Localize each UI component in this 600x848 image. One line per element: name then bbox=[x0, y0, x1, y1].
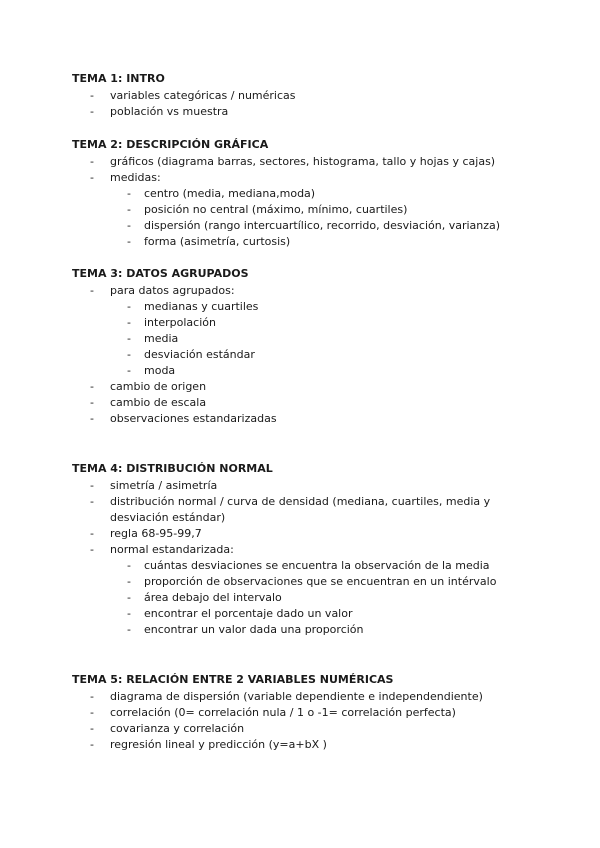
bullet-dash: - bbox=[90, 527, 94, 540]
sub-item-text: desviación estándar bbox=[144, 348, 255, 361]
sub-item-text: posición no central (máximo, mínimo, cuartiles) bbox=[144, 203, 408, 216]
section-tema-1 bbox=[72, 70, 542, 120]
sub-item-text: medianas y cuartiles bbox=[144, 300, 259, 313]
bullet-dash: - bbox=[90, 738, 94, 751]
section-title: TEMA 1: INTRO bbox=[72, 72, 165, 85]
section-title: TEMA 4: DISTRIBUCIÓN NORMAL bbox=[72, 462, 273, 475]
item-text: diagrama de dispersión (variable dependiente e independendiente) bbox=[110, 690, 483, 703]
bullet-dash: - bbox=[90, 171, 94, 184]
bullet-dash: - bbox=[127, 559, 131, 572]
bullet-dash: - bbox=[127, 364, 131, 377]
sub-list-item bbox=[72, 202, 542, 218]
sub-list bbox=[110, 299, 542, 379]
item-text: cambio de escala bbox=[110, 396, 207, 409]
sub-item-text: cuántas desviaciones se encuentra la observación de la media bbox=[144, 559, 490, 572]
sub-list-item bbox=[72, 315, 542, 331]
list-item bbox=[72, 154, 542, 170]
bullet-dash: - bbox=[127, 607, 131, 620]
section-tema-4 bbox=[72, 460, 542, 638]
item-text: población vs muestra bbox=[110, 105, 229, 118]
list-item bbox=[72, 705, 542, 721]
bullet-dash: - bbox=[127, 623, 131, 636]
section-tema-5 bbox=[72, 671, 542, 753]
item-text: correlación (0= correlación nula / 1 o -1= correlación perfecta) bbox=[110, 706, 456, 719]
bullet-dash: - bbox=[90, 706, 94, 719]
item-text: para datos agrupados: bbox=[110, 284, 235, 297]
item-list bbox=[72, 478, 542, 638]
bullet-dash: - bbox=[127, 187, 131, 200]
list-item bbox=[72, 170, 542, 250]
sub-item-text: interpolación bbox=[144, 316, 216, 329]
list-item bbox=[72, 526, 542, 542]
bullet-dash: - bbox=[90, 155, 94, 168]
sub-item-text: encontrar un valor dada una proporción bbox=[144, 623, 364, 636]
bullet-dash: - bbox=[127, 348, 131, 361]
list-item bbox=[72, 689, 542, 705]
section-tema-2 bbox=[72, 136, 542, 250]
bullet-dash: - bbox=[90, 495, 94, 508]
sub-item-text: área debajo del intervalo bbox=[144, 591, 282, 604]
section-title: TEMA 2: DESCRIPCIÓN GRÁFICA bbox=[72, 138, 269, 151]
item-text: gráficos (diagrama barras, sectores, histograma, tallo y hojas y cajas) bbox=[110, 155, 496, 168]
list-item bbox=[72, 395, 542, 411]
item-text: medidas: bbox=[110, 171, 161, 184]
bullet-dash: - bbox=[90, 690, 94, 703]
sub-list-item bbox=[72, 299, 542, 315]
item-text: regresión lineal y predicción (y=a+bX ) bbox=[110, 738, 327, 751]
item-text: distribución normal / curva de densidad (mediana, cuartiles, media y bbox=[110, 495, 491, 508]
list-item bbox=[72, 737, 542, 753]
item-text: cambio de origen bbox=[110, 380, 207, 393]
bullet-dash: - bbox=[127, 203, 131, 216]
sub-list-item bbox=[72, 347, 542, 363]
list-item bbox=[72, 283, 542, 379]
bullet-dash: - bbox=[90, 284, 94, 297]
sub-item-text: moda bbox=[144, 364, 176, 377]
list-item bbox=[72, 542, 542, 638]
sub-list-item bbox=[72, 218, 542, 234]
sub-list bbox=[110, 558, 542, 638]
sub-item-text: proporción de observaciones que se encuentran en un intérvalo bbox=[144, 575, 497, 588]
item-text: regla 68-95-99,7 bbox=[110, 527, 202, 540]
sub-list-item bbox=[72, 331, 542, 347]
sub-list bbox=[110, 186, 542, 250]
item-list bbox=[72, 88, 542, 120]
list-item bbox=[72, 721, 542, 737]
sub-list-item bbox=[72, 622, 542, 638]
bullet-dash: - bbox=[90, 479, 94, 492]
list-item bbox=[72, 411, 542, 427]
list-item bbox=[72, 104, 542, 120]
bullet-dash: - bbox=[127, 300, 131, 313]
list-item bbox=[72, 494, 542, 526]
item-text-continuation: desviación estándar) bbox=[110, 511, 226, 524]
item-list bbox=[72, 154, 542, 250]
bullet-dash: - bbox=[127, 235, 131, 248]
sub-list-item bbox=[72, 186, 542, 202]
bullet-dash: - bbox=[90, 396, 94, 409]
bullet-dash: - bbox=[90, 380, 94, 393]
section-title: TEMA 5: RELACIÓN ENTRE 2 VARIABLES NUMÉRICAS bbox=[72, 673, 394, 686]
item-text: simetría / asimetría bbox=[110, 479, 218, 492]
sub-item-text: encontrar el porcentaje dado un valor bbox=[144, 607, 353, 620]
bullet-dash: - bbox=[90, 89, 94, 102]
sub-list-item bbox=[72, 363, 542, 379]
list-item bbox=[72, 478, 542, 494]
section-tema-3 bbox=[72, 265, 542, 427]
bullet-dash: - bbox=[127, 316, 131, 329]
section-title: TEMA 3: DATOS AGRUPADOS bbox=[72, 267, 249, 280]
list-item bbox=[72, 379, 542, 395]
sub-list-item bbox=[72, 558, 542, 574]
bullet-dash: - bbox=[127, 219, 131, 232]
item-list bbox=[72, 283, 542, 427]
item-text: variables categóricas / numéricas bbox=[110, 89, 296, 102]
item-text: normal estandarizada: bbox=[110, 543, 234, 556]
item-list bbox=[72, 689, 542, 753]
sub-item-text: dispersión (rango intercuartílico, recorrido, desviación, varianza) bbox=[144, 219, 501, 232]
sub-item-text: centro (media, mediana,moda) bbox=[144, 187, 316, 200]
sub-item-text: media bbox=[144, 332, 179, 345]
bullet-dash: - bbox=[90, 543, 94, 556]
bullet-dash: - bbox=[90, 412, 94, 425]
sub-list-item bbox=[72, 234, 542, 250]
sub-list-item bbox=[72, 590, 542, 606]
bullet-dash: - bbox=[127, 332, 131, 345]
sub-list-item bbox=[72, 574, 542, 590]
item-text: observaciones estandarizadas bbox=[110, 412, 277, 425]
list-item bbox=[72, 88, 542, 104]
sub-item-text: forma (asimetría, curtosis) bbox=[144, 235, 291, 248]
sub-list-item bbox=[72, 606, 542, 622]
bullet-dash: - bbox=[90, 105, 94, 118]
bullet-dash: - bbox=[90, 722, 94, 735]
item-text: covarianza y correlación bbox=[110, 722, 245, 735]
bullet-dash: - bbox=[127, 591, 131, 604]
bullet-dash: - bbox=[127, 575, 131, 588]
